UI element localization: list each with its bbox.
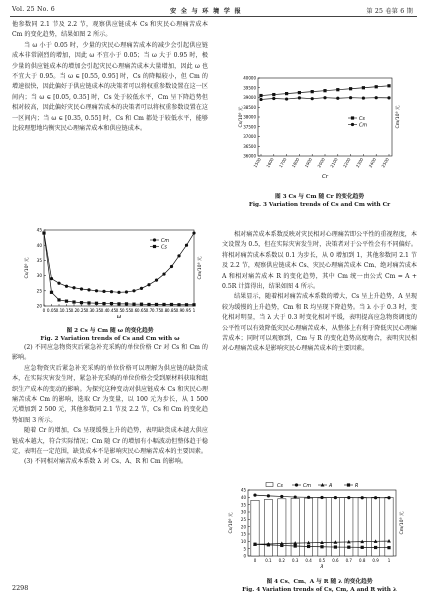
y-tick-label: 36500 [243, 143, 256, 149]
point-cm [294, 495, 297, 498]
y-tick-label: 40 [240, 494, 246, 500]
point-cs [336, 88, 339, 91]
point-r [387, 546, 390, 549]
legend-label-r: R [355, 483, 359, 489]
point-cm [320, 496, 323, 499]
legend-label-cm: Cm [359, 123, 368, 129]
legend-marker-cs [153, 245, 156, 248]
y-tick-label: 10 [240, 538, 246, 544]
point-cm [361, 496, 364, 499]
point-cs [42, 231, 45, 234]
x-tick-label: 2300 [354, 157, 365, 169]
y-tick-label: 45 [36, 227, 42, 233]
y-axis-label-right: Cm/10⁶ 元 [400, 511, 405, 535]
y-tick-label: 38500 [243, 104, 256, 110]
point-r [320, 545, 323, 548]
legend-label-cs: Cs [359, 116, 365, 122]
legend-label-cs: Cs [277, 483, 283, 489]
x-tick-label: 0.75 [151, 308, 162, 313]
point-r [280, 544, 283, 547]
point-cs [387, 84, 390, 87]
legend-label-cm: Cm [303, 483, 312, 489]
point-cm [50, 277, 53, 280]
legend-label-a: A [329, 483, 333, 489]
point-r [253, 543, 256, 546]
y-tick-label: 38000 [243, 114, 256, 120]
point-cm [65, 285, 68, 288]
point-cs [155, 303, 158, 306]
x-tick-label: 0.4 [100, 308, 108, 313]
point-cs [362, 86, 365, 89]
figure-2-caption [12, 327, 208, 344]
point-cm [57, 282, 60, 285]
point-cm [147, 283, 150, 286]
x-tick-label: 0 [42, 308, 46, 313]
x-tick-label: 0.6 [130, 308, 138, 313]
point-cm [311, 97, 314, 100]
x-axis-label: λ [320, 564, 324, 570]
point-cm [280, 495, 283, 498]
y-tick-label: 25 [36, 288, 42, 294]
x-tick-label: 0.65 [136, 308, 147, 313]
x-tick-label: 0.7 [145, 308, 153, 313]
figure-3-chart [226, 72, 416, 190]
x-tick-label: 0 [253, 558, 257, 563]
point-cm [334, 496, 337, 499]
y-tick-label: 0 [243, 553, 246, 559]
x-axis-label: Cr [321, 174, 329, 180]
point-cs [185, 303, 188, 306]
x-tick-label: 0.5 [115, 308, 123, 313]
left-column-bottom-text [12, 343, 208, 468]
x-tick-label: 2200 [342, 157, 352, 169]
point-cs [132, 303, 135, 306]
x-tick-label: 1600 [265, 157, 275, 169]
point-cs [285, 92, 288, 95]
point-cm [177, 254, 180, 257]
x-tick-label: 0.2 [278, 558, 285, 563]
y-tick-label: 40000 [243, 75, 256, 81]
point-cs [375, 85, 378, 88]
point-cm [375, 96, 378, 99]
x-tick-label: 1500 [252, 157, 262, 169]
point-r [267, 543, 270, 546]
y-axis-label-left: Cs/10⁶ 元 [229, 512, 234, 534]
point-r [334, 545, 337, 548]
header-volume: Vol. 25 No. 6 [12, 6, 55, 13]
point-r [361, 546, 364, 549]
x-tick-label: 2000 [316, 157, 326, 169]
x-tick-label: 1 [387, 558, 391, 563]
point-cm [336, 97, 339, 100]
point-cm [117, 291, 120, 294]
point-cs [140, 303, 143, 306]
x-tick-label: 0.8 [359, 558, 366, 563]
legend-marker-cs [351, 116, 354, 119]
legend-marker-r [347, 483, 350, 486]
paragraph: 他参数同 2.1 节及 2.2 节，观察供应链成本 Cs 和灾民心理痛苦成本 Cm 的变化趋势，结果如图 2 所示。 [12, 21, 208, 39]
y-tick-label: 36000 [243, 153, 256, 159]
paragraph: 应急物资灾后紧急补充采购的单位价格可以理解为供应链的缺货成本，在实际灾害发生时，紧急补充采购的单位价格会受到原材料获取和组织生产成本的变动的影响。为探究这种变动对供应链成本 Cs 和灾民心理痛苦成本 Cm 的影响，选取 Cr 为变量，以 100 元为步长，从 1 500 元增加到 2 500 元，其他参数同 2.1 节及 2.2 节，Cs 和 Cm 的变化趋势如图 3 所示。 [12, 364, 208, 424]
point-cm [374, 496, 377, 499]
point-cm [387, 96, 390, 99]
y-tick-label: 39500 [243, 85, 256, 91]
point-cm [162, 272, 165, 275]
point-cm [349, 96, 352, 99]
paragraph: 结果显示，随着相对痛苦成本系数的增大，Cs 呈上升趋势，A 呈现较为缓慢的上升趋势，Cm 和 R 均呈现下降趋势。当 λ 小于 0.3 时，变化相对明显，当 λ 大于 0.3 时变化相对平缓，表明提高应急物资调度的公平性可以有效降低灾民心理痛苦成本，从整体上有利于降低灾民心理痛苦成本；同时可以观察到，Cm 与 R 的变化趋势高度吻合，表明灾民相对心理痛苦成本是影响灾民心理痛苦成本的主要因素。 [222, 293, 417, 353]
x-tick-label: 0.5 [318, 558, 326, 563]
point-cm [170, 265, 173, 268]
point-cs [323, 89, 326, 92]
legend-label-cs: Cs [161, 245, 167, 251]
figure-4-caption-zh: 图 4 Cs、Cm、A 与 R 随 λ 的变化趋势 [266, 579, 373, 585]
point-cs [72, 300, 75, 303]
y-axis-label-left: Cs/10⁶ 元 [239, 106, 244, 128]
point-r [374, 546, 377, 549]
figure-4-caption-en: Fig. 4 Variation trends of Cs, Cm, A and R with λ [242, 587, 397, 594]
point-cm [185, 244, 188, 247]
point-cs [177, 303, 180, 306]
paragraph: 相对痛苦成本系数反映对灾民相对心理痛苦即公平性的重视程度，本文设置为 0.5，但在实际灾害发生时，决策者对于公平性会有不同偏好。将相对痛苦成本系数以 0.1 为步长，从 0 增加到 1，其他参数同 2.1 节及 2.2 节，观察供应链成本 Cs、灾民心理痛苦成本 Cm、绝对痛苦成本 A 和相对痛苦成本 R 的变化趋势，其中 Cm 统一由公式 Cm = A + 0.5R 计算得出，结果如图 4 所示。 [222, 231, 417, 291]
y-tick-label: 37000 [243, 134, 256, 140]
y-tick-label: 5 [243, 546, 246, 552]
point-r [347, 546, 350, 549]
x-tick-label: 0.85 [166, 308, 177, 313]
paragraph: (3) 不同相对痛苦成本系数 λ 对 Cs、A、R 和 Cm 的影响。 [24, 458, 187, 466]
figure-2-caption-zh: 图 2 Cs 与 Cm 随 ω 的变化趋势 [66, 328, 154, 334]
figure-2-chart [20, 226, 210, 326]
y-tick-label: 30 [240, 509, 246, 515]
point-cm [362, 96, 365, 99]
point-cs [102, 302, 105, 305]
point-cm [95, 289, 98, 292]
point-cs [125, 302, 128, 305]
left-column-top-text [12, 20, 208, 134]
point-cs [349, 87, 352, 90]
bar-cs [264, 500, 272, 556]
point-cs [259, 94, 262, 97]
series-line-cs [44, 233, 194, 305]
legend-marker-cm [153, 238, 156, 241]
y-tick-label: 25 [240, 516, 246, 522]
x-tick-label: 0.95 [181, 308, 192, 313]
point-cm [155, 279, 158, 282]
legend-swatch-cs [266, 483, 273, 487]
page-number: 2298 [12, 584, 29, 592]
point-cs [95, 302, 98, 305]
point-cs [298, 91, 301, 94]
x-tick-label: 0.9 [372, 558, 379, 563]
x-tick-label: 0.1 [55, 308, 63, 313]
point-cm [267, 494, 270, 497]
y-tick-label: 20 [240, 524, 246, 530]
point-cs [192, 303, 195, 306]
legend-marker-cm [351, 123, 354, 126]
y-tick-label: 20 [36, 303, 42, 309]
point-cm [253, 494, 256, 497]
figure-4-caption [222, 578, 417, 595]
y-tick-label: 35 [240, 502, 246, 508]
point-cm [72, 286, 75, 289]
point-cm [323, 96, 326, 99]
figure-2-caption-en: Fig. 2 Variation trends of Cs and Cm with ω [40, 336, 180, 343]
x-tick-label: 0.4 [305, 558, 312, 563]
point-cm [387, 496, 390, 499]
right-column-text [222, 230, 417, 355]
point-cs [87, 301, 90, 304]
point-cm [132, 289, 135, 292]
figure-3-caption-en: Fig. 3 Variation trends of Cs and Cm with Cr [248, 202, 391, 209]
y-axis-label-left: Cs/10⁶ 元 [25, 257, 30, 279]
point-cm [347, 496, 350, 499]
point-cs [50, 291, 53, 294]
point-cs [272, 93, 275, 96]
series-line-cm [44, 233, 194, 292]
y-tick-label: 45 [240, 487, 246, 493]
figure-3-caption-zh: 图 3 Cs 与 Cm 随 Cr 的变化趋势 [274, 194, 365, 200]
x-tick-label: 0.9 [175, 308, 183, 313]
y-tick-label: 30 [36, 273, 42, 279]
figure-4-chart [226, 480, 416, 578]
point-cm [192, 231, 195, 234]
x-tick-label: 0.3 [85, 308, 93, 313]
header-issue: 第 25 卷第 6 期 [366, 8, 413, 15]
x-tick-label: 0.7 [345, 558, 352, 563]
point-cs [162, 303, 165, 306]
point-cm [102, 290, 105, 293]
x-tick-label: 2500 [380, 157, 390, 169]
point-cm [285, 97, 288, 100]
figure-3-caption [222, 193, 417, 210]
y-tick-label: 40 [36, 242, 42, 248]
x-tick-label: 0.3 [292, 558, 299, 563]
x-tick-label: 2400 [367, 157, 378, 169]
paragraph: 当 ω 小于 0.05 时，少量的灾民心理痛苦成本的减少会引起供应链成本非常剧烈的增加，因此 ω 不宜小于 0.05；当 ω 大于 0.95 时，极少量的供应链成本的增加会引起灾民心理痛苦成本大量增加，因此 ω 也不宜大于 0.95。当 ω ∈ [0.55, 0.95] 时，Cs 的降幅较小，但 Cm 的增速很快，因此偏好于供应链成本的决策者可以将权重参数设置在这一区间内；当 ω ∈ [0.05, 0.35] 时，Cs 处于较低水平，Cm 呈下降趋势但相对较高，因此偏好灾民心理痛苦成本的决策者可以将权重参数设置在这一区间内；当 ω ∈ [0.35, 0.55] 时，Cs 和 Cm 都处于较低水平，能够比较理想地均衡灾民心理痛苦成本和供应链成本。 [12, 41, 208, 133]
x-tick-label: 1800 [290, 157, 301, 169]
point-cs [147, 303, 150, 306]
header-journal-title: 安 全 与 环 境 学 报 [170, 8, 242, 15]
point-cm [125, 290, 128, 293]
point-cs [110, 302, 113, 305]
bar-cs [278, 499, 286, 556]
x-tick-label: 2100 [329, 157, 339, 169]
legend-marker-cm [295, 483, 298, 486]
point-cs [65, 300, 68, 303]
header-rule [10, 16, 417, 17]
point-r [294, 544, 297, 547]
x-tick-label: 0.35 [91, 308, 102, 313]
x-tick-label: 0.15 [61, 308, 72, 313]
bar-cs [251, 500, 259, 556]
legend-label-cm: Cm [161, 238, 170, 244]
x-axis-label: ω [116, 314, 122, 320]
x-tick-label: 1900 [303, 157, 314, 169]
x-tick-label: 0.2 [70, 308, 78, 313]
point-cm [110, 290, 113, 293]
point-cs [80, 301, 83, 304]
x-tick-label: 1700 [278, 157, 288, 169]
x-tick-label: 0.05 [46, 308, 57, 313]
point-cm [259, 98, 262, 101]
x-tick-label: 0.1 [265, 558, 272, 563]
y-tick-label: 37500 [243, 124, 256, 130]
point-cs [57, 298, 60, 301]
x-tick-label: 0.45 [106, 308, 117, 313]
point-cm [272, 97, 275, 100]
point-cm [298, 96, 301, 99]
y-tick-label: 35 [36, 258, 42, 263]
point-cs [311, 90, 314, 93]
x-tick-label: 0.25 [76, 308, 87, 313]
x-tick-label: 0.55 [121, 308, 132, 313]
point-cs [117, 302, 120, 305]
point-cm [140, 287, 143, 290]
x-tick-label: 0.6 [332, 558, 339, 563]
point-cm [307, 496, 310, 499]
y-tick-label: 15 [240, 531, 246, 537]
point-cm [80, 287, 83, 290]
point-r [307, 545, 310, 548]
x-tick-label: 0.8 [160, 308, 168, 313]
y-tick-label: 39000 [243, 95, 256, 101]
paragraph: 随着 Cr 的增加，Cs 呈现缓慢上升的趋势，表明缺货成本越大供应链成本越大，符合实际情况；Cm 随 Cr 的增加有小幅波动但整体趋于稳定，表明在一定范围，缺货成本不是影响灾民心理痛苦成本的主要因素。 [12, 427, 208, 456]
x-tick-label: 1 [192, 308, 196, 313]
paragraph: (2) 不同应急物资灾后紧急补充采购的单位价格 Cr 对 Cs 和 Cm 的影响。 [12, 344, 208, 362]
point-cs [170, 303, 173, 306]
y-axis-label-right: Cm/10⁶ 元 [396, 105, 401, 129]
y-axis-label-right: Cm/10⁶ 元 [198, 256, 203, 280]
point-cm [87, 288, 90, 291]
